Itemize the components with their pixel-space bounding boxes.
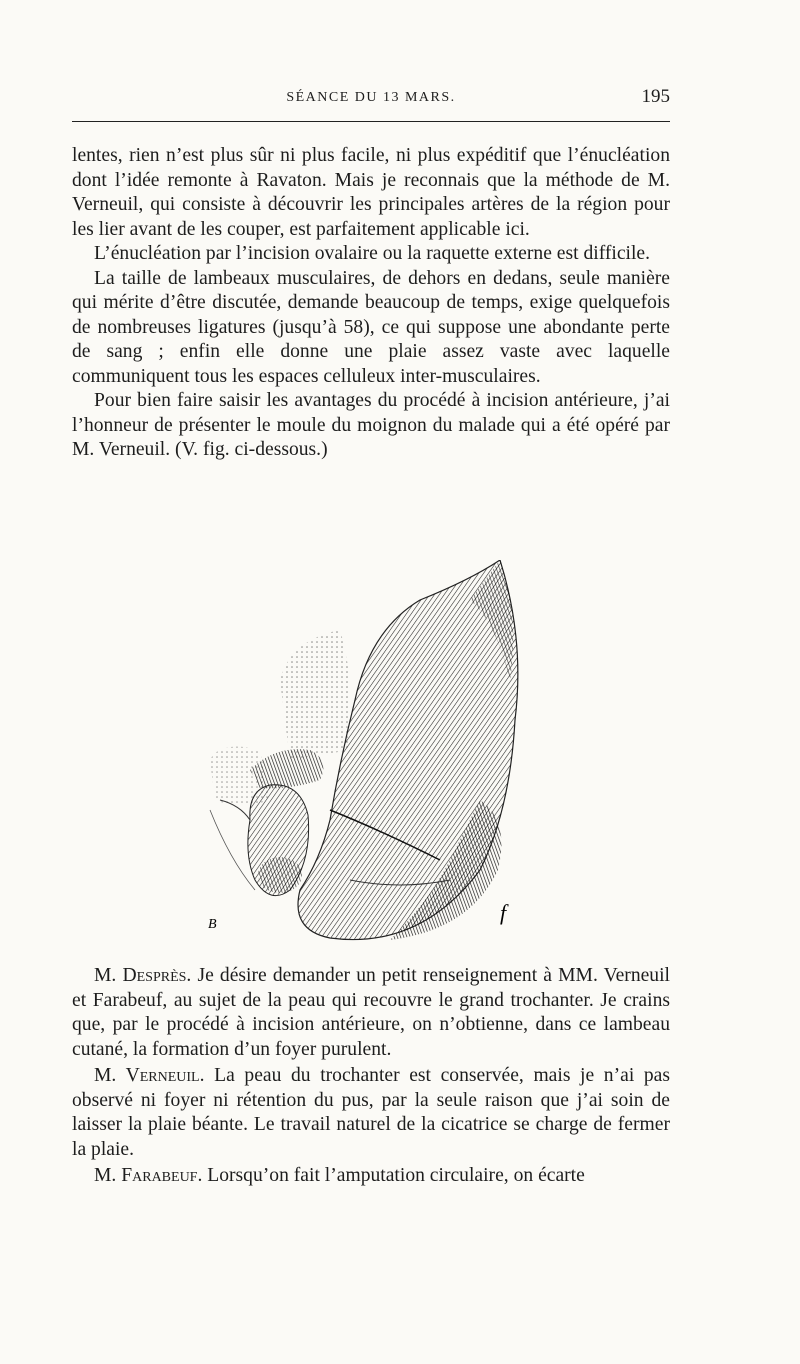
paragraph xyxy=(72,1164,670,1189)
running-title: SÉANCE DU 13 MARS. xyxy=(286,90,456,105)
speech-text: Lorsqu’on fait l’amputation circulaire, on écarte xyxy=(202,1165,585,1186)
paragraph: La taille de lambeaux musculaires, de dehors en dedans, seule manière qui mérite d’être discutée, demande beaucoup de temps, exige quelquefois de nombreuses ligatures (jusqu’à 58), ce qui suppose une abondante perte de sang ; enfin elle donne une plaie assez vaste avec laquelle communiquent tous les espaces celluleux inter-musculaires. xyxy=(72,267,670,387)
paragraph xyxy=(72,1064,670,1162)
body-text-top xyxy=(72,144,670,463)
stump-cast-illustration xyxy=(180,560,520,950)
engraver-signature-right: f xyxy=(500,900,507,925)
speech-text: La peau du trochanter est conservée, mais je n’ai pas observé ni foyer ni rétention du pus, par la seule raison que j’ai soin de laisser la plaie béante. Le travail naturel de la cicatrice se charge de fermer la plaie. xyxy=(72,1065,670,1160)
speech-text: Je désire demander un petit renseignement à MM. Verneuil et Farabeuf, au sujet de la peau qui recouvre le grand trochanter. Je crains que, par le procédé à incision antérieure, on n’obtienne, dans ce lambeau cutané, la formation d’un foyer purulent. xyxy=(72,965,670,1060)
paragraph: L’énucléation par l’incision ovalaire ou la raquette externe est difficile. xyxy=(94,243,651,264)
speaker-name: M. Desprès. xyxy=(94,965,192,986)
header-rule xyxy=(72,121,670,122)
engraver-signature-left: B xyxy=(208,917,217,932)
engraved-figure xyxy=(180,560,520,950)
speaker-name: M. Farabeuf. xyxy=(94,1165,203,1186)
page-number: 195 xyxy=(641,86,670,107)
paragraph: lentes, rien n’est plus sûr ni plus facile, ni plus expéditif que l’énucléation dont l’idée remonte à Ravaton. Mais je reconnais que la méthode de M. Verneuil, qui consiste à découvrir les principales artères de la région pour les lier avant de les couper, est parfaitement applicable ici. xyxy=(72,145,670,240)
speaker-name: M. Verneuil. xyxy=(94,1065,205,1086)
paragraph xyxy=(72,964,670,1062)
body-text-bottom xyxy=(72,964,670,1191)
paragraph: Pour bien faire saisir les avantages du procédé à incision antérieure, j’ai l’honneur de présenter le moule du moignon du malade qui a été opéré par M. Verneuil. (V. fig. ci-dessous.) xyxy=(72,390,670,460)
running-header xyxy=(72,86,670,114)
